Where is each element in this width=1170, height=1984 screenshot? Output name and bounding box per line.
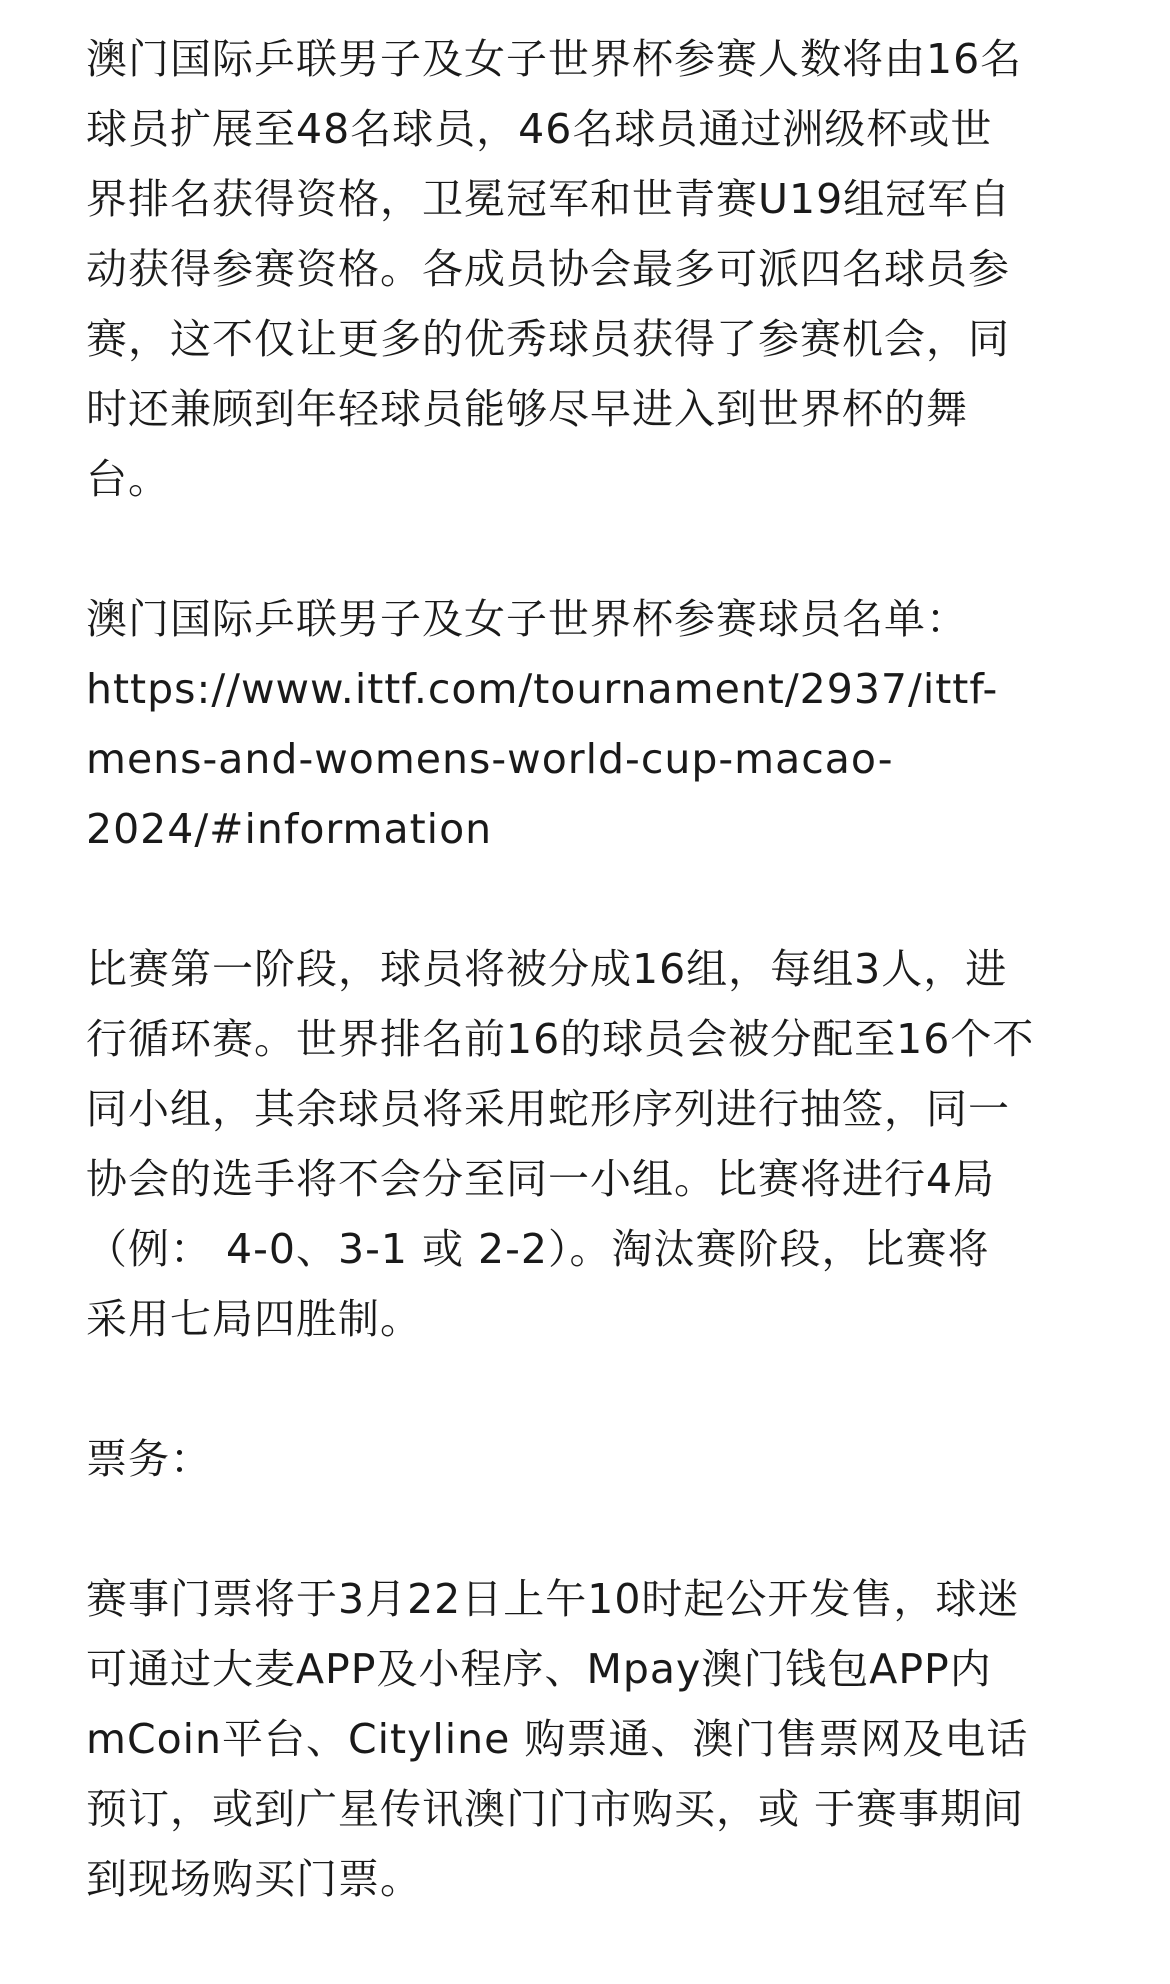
text-line: 动获得参赛资格。各成员协会最多可派四名球员参 [86,245,1010,293]
text-line: 时还兼顾到年轻球员能够尽早进入到世界杯的舞 [86,385,968,433]
paragraph-ticketing-heading [86,1424,1096,1494]
player-list-link-line[interactable]: https://www.ittf.com/tournament/2937/ittf- [86,665,999,713]
paragraph-ticketing [86,1564,1096,1914]
text-line: mCoin平台、Cityline 购票通、澳门售票网及电话 [86,1715,1029,1763]
text-line: 到现场购买门票。 [86,1855,422,1903]
article-body [86,24,1096,1984]
text-line: 界排名获得资格，卫冕冠军和世青赛U19组冠军自 [86,175,1012,223]
text-line: 赛事门票将于3月22日上午10时起公开发售，球迷 [86,1575,1020,1623]
section-heading: 票务： [86,1435,212,1483]
text-line: （例： 4-0、3-1 或 2-2）。淘汰赛阶段，比赛将 [86,1225,990,1273]
text-line: 澳门国际乒联男子及女子世界杯参赛人数将由16名 [86,35,1023,83]
text-line: 球员扩展至48名球员，46名球员通过洲级杯或世 [86,105,993,153]
text-line: 采用七局四胜制。 [86,1295,422,1343]
text-line: 比赛第一阶段，球员将被分成16组，每组3人，进 [86,945,1008,993]
text-line: 台。 [86,455,170,503]
player-list-heading: 澳门国际乒联男子及女子世界杯参赛球员名单： [86,595,968,643]
player-list-link-line[interactable]: mens-and-womens-world-cup-macao- [86,735,894,783]
text-line: 行循环赛。世界排名前16的球员会被分配至16个不 [86,1015,1035,1063]
paragraph-participants [86,24,1096,514]
text-line: 同小组，其余球员将采用蛇形序列进行抽签，同一 [86,1085,1010,1133]
text-line: 协会的选手将不会分至同一小组。比赛将进行4局 [86,1155,996,1203]
player-list-link-line[interactable]: 2024/#information [86,805,493,853]
text-line: 预订，或到广星传讯澳门门市购买，或 于赛事期间 [86,1785,1025,1833]
text-line: 赛，这不仅让更多的优秀球员获得了参赛机会，同 [86,315,1010,363]
text-line: 可通过大麦APP及小程序、Mpay澳门钱包APP内 [86,1645,992,1693]
paragraph-player-list [86,584,1096,864]
paragraph-format [86,934,1096,1354]
